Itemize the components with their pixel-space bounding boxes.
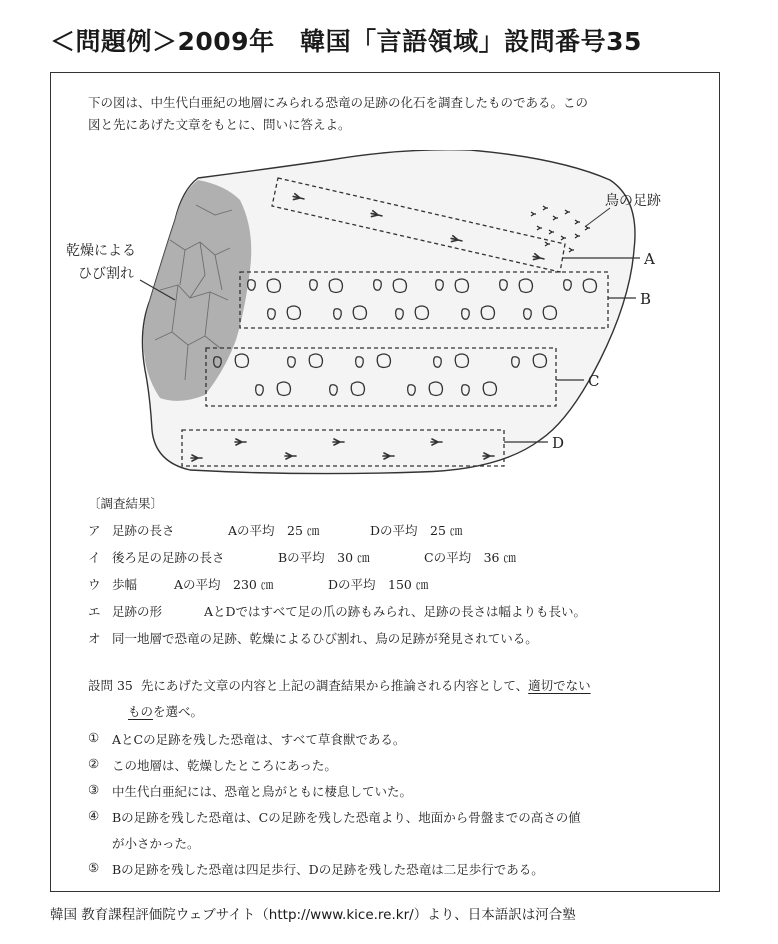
result-mark: エ (88, 604, 101, 619)
result-mark: オ (88, 631, 101, 646)
question-stem (88, 676, 591, 694)
question-number: 設問 35 (88, 678, 133, 693)
option-text: Bの足跡を残した恐竜は、Cの足跡を残した恐竜より、地面から骨盤までの高さの値 (112, 810, 581, 825)
result-value-2: Dの平均 25 ㎝ (370, 523, 463, 538)
result-value-2: Dの平均 150 ㎝ (328, 577, 429, 592)
track-b-label: B (640, 290, 652, 308)
result-value-1: Aの平均 25 ㎝ (228, 523, 320, 538)
option-text-continued: が小さかった。 (112, 836, 200, 851)
option-mark: ② (88, 756, 100, 771)
answer-option-2[interactable] (88, 756, 337, 773)
track-c-label: C (588, 372, 600, 390)
option-mark: ③ (88, 782, 100, 797)
result-item: 足跡の長さ (112, 523, 175, 538)
results-heading: 〔調査結果〕 (88, 496, 164, 511)
crack-label-line-1: 乾燥による (66, 243, 136, 259)
result-mark: イ (88, 550, 101, 565)
option-text: 中生代白亜紀には、恐竜と鳥がともに棲息していた。 (112, 784, 413, 799)
option-text: AとCの足跡を残した恐竜は、すべて草食獣である。 (112, 732, 406, 747)
question-emphasis: 適切でない (528, 678, 591, 693)
question-text: 先にあげた文章の内容と上記の調査結果から推論される内容として、 (140, 678, 529, 693)
page-title: ＜問題例＞2009年 韓国「言語領域」設問番号35 (50, 27, 642, 56)
bird-label: 鳥の足跡 (605, 193, 661, 209)
intro-text (88, 92, 688, 136)
result-mark: ア (88, 523, 101, 538)
option-mark: ⑤ (88, 860, 100, 875)
result-value-1: AとDではすべて足の爪の跡もみられ、足跡の長さは幅よりも長い。 (204, 604, 587, 619)
answer-option-5[interactable] (88, 860, 544, 877)
result-item: 歩幅 (112, 577, 138, 592)
result-item: 足跡の形 (112, 604, 163, 619)
question-emphasis-2: もの (128, 704, 154, 719)
option-mark: ① (88, 730, 100, 745)
footprint-diagram (60, 150, 700, 490)
result-value-2: Cの平均 36 ㎝ (424, 550, 516, 565)
result-value-1: Bの平均 30 ㎝ (278, 550, 370, 565)
result-item: 後ろ足の足跡の長さ (112, 550, 225, 565)
crack-label-line-2: ひび割れ (78, 266, 134, 282)
option-text: Bの足跡を残した恐竜は四足歩行、Dの足跡を残した恐竜は二足歩行である。 (112, 862, 544, 877)
answer-option-4[interactable] (88, 808, 581, 851)
intro-line-2: 図と先にあげた文章をもとに、問いに答えよ。 (88, 117, 351, 132)
result-value-1: Aの平均 230 ㎝ (174, 577, 274, 592)
question-text-end: を選べ。 (153, 704, 204, 719)
option-mark: ④ (88, 808, 100, 823)
answer-option-3[interactable] (88, 782, 413, 799)
intro-line-1: 下の図は、中生代白亜紀の地層にみられる恐竜の足跡の化石を調査したものである。この (88, 95, 589, 110)
result-item: 同一地層で恐竜の足跡、乾燥によるひび割れ、鳥の足跡が発見されている。 (112, 631, 538, 646)
track-d-label: D (552, 434, 565, 452)
source-footer: 韓国 教育課程評価院ウェブサイト（http://www.kice.re.kr/）より、日本語訳は河合塾 (50, 907, 576, 923)
question-stem-continued (128, 702, 203, 720)
answer-option-1[interactable] (88, 730, 406, 747)
option-text: この地層は、乾燥したところにあった。 (112, 758, 337, 773)
result-mark: ウ (88, 577, 101, 592)
track-a-label: A (644, 250, 655, 268)
